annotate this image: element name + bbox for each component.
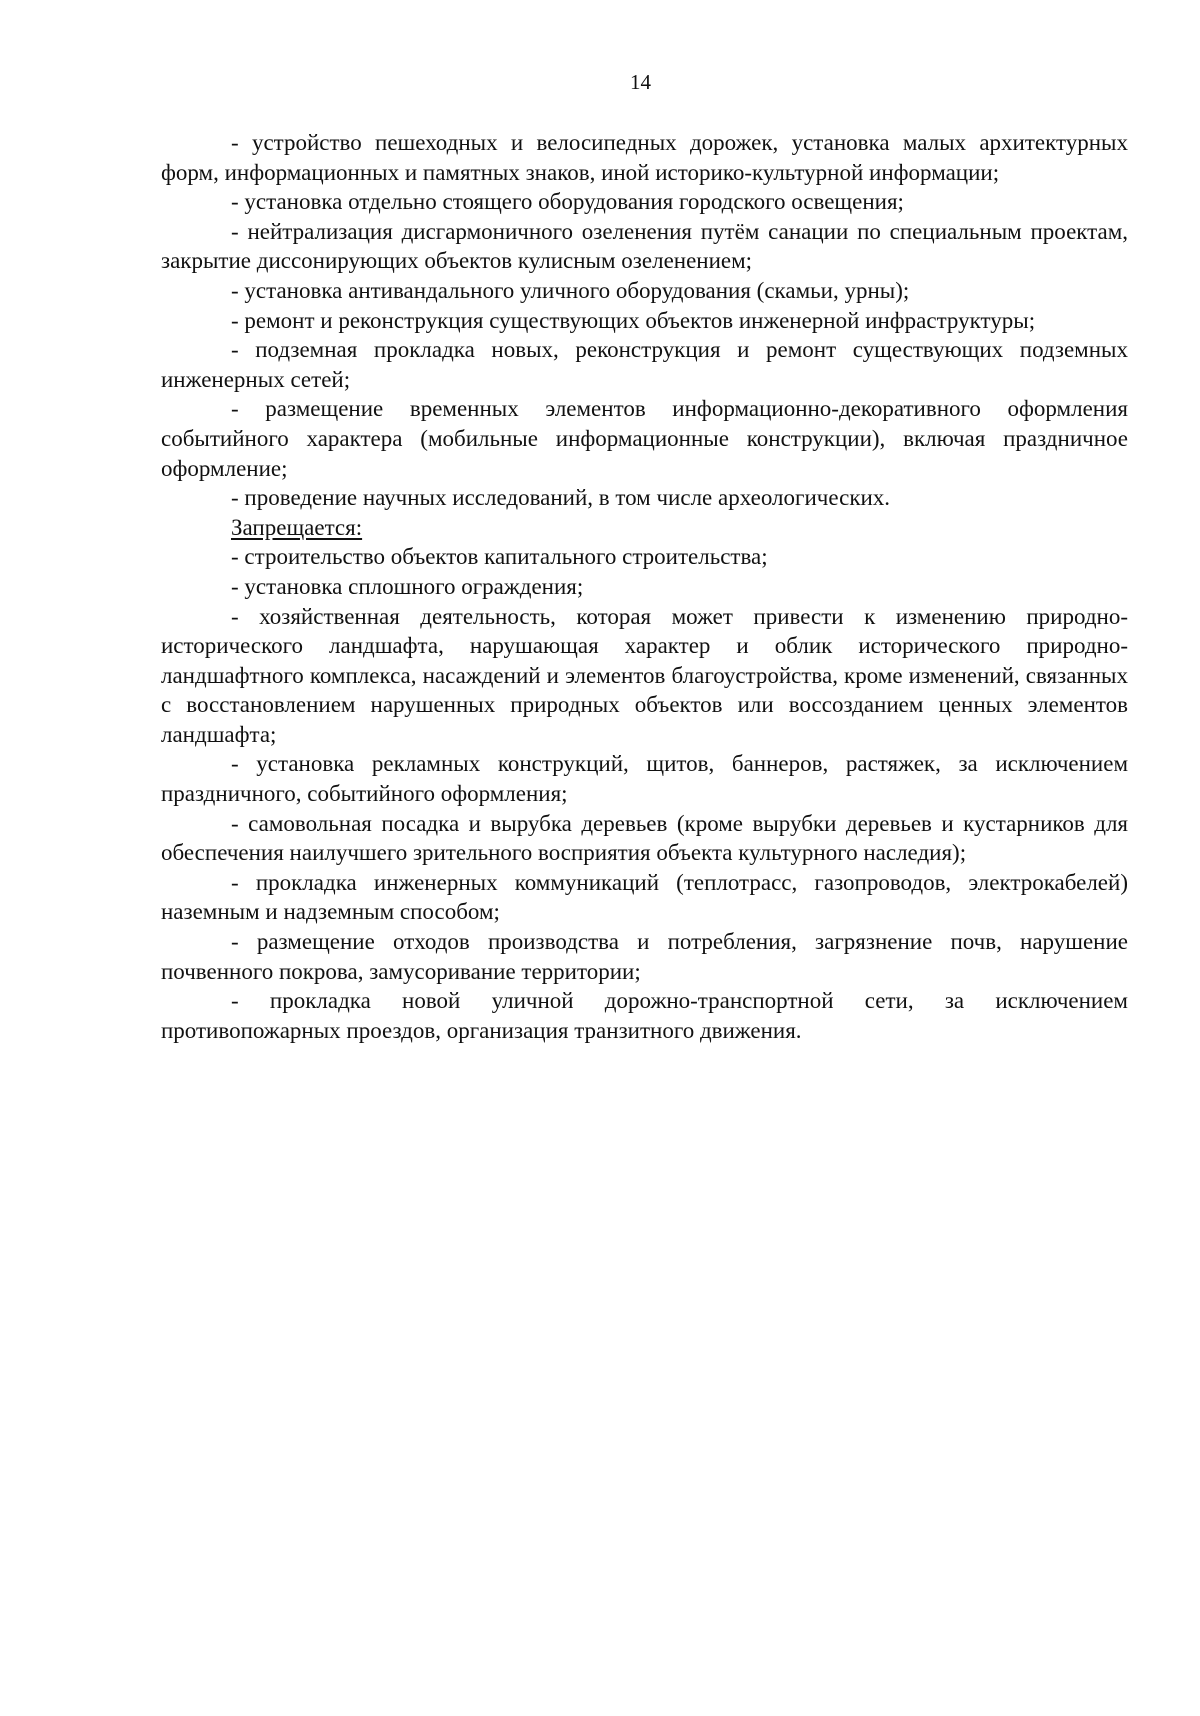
document-body bbox=[161, 128, 1128, 1045]
prohibited-item: - прокладка новой уличной дорожно-транспортной сети, за исключением противопожарных проездов, организация транзитного движения. bbox=[161, 988, 1128, 1043]
prohibited-heading: Запрещается: bbox=[231, 514, 363, 540]
prohibited-item: - хозяйственная деятельность, которая может привести к изменению природно-исторического ландшафта, нарушающая характер и облик исторического природно-ландшафтного комплекса, насаждений и элементов благоустройства, кроме изменений, связанных с восстановлением нарушенных природных объектов или воссозданием ценных элементов ландшафта; bbox=[161, 603, 1128, 747]
page-number: 14 bbox=[630, 70, 651, 94]
prohibited-item: - самовольная посадка и вырубка деревьев (кроме вырубки деревьев и кустарников для обеспечения наилучшего зрительного восприятия объекта культурного наследия); bbox=[161, 810, 1128, 866]
allowed-item: - ремонт и реконструкция существующих объектов инженерной инфраструктуры; bbox=[231, 307, 1036, 333]
allowed-item: - устройство пешеходных и велосипедных дорожек, установка малых архитектурных форм, информационных и памятных знаков, иной историко-культурной информации; bbox=[161, 130, 1128, 185]
allowed-item: - размещение временных элементов информационно-декоративного оформления событийного характера (мобильные информационные конструкции), включая праздничное оформление; bbox=[161, 396, 1128, 481]
allowed-item: - установка отдельно стоящего оборудования городского освещения; bbox=[231, 189, 904, 215]
prohibited-item: - размещение отходов производства и потребления, загрязнение почв, нарушение почвенного покрова, замусоривание территории; bbox=[161, 929, 1128, 984]
prohibited-item: - строительство объектов капитального строительства; bbox=[231, 544, 768, 570]
allowed-item: - нейтрализация дисгармоничного озеленения путём санации по специальным проектам, закрытие диссонирующих объектов кулисным озеленением; bbox=[161, 218, 1128, 274]
prohibited-item: - прокладка инженерных коммуникаций (теплотрасс, газопроводов, электрокабелей) наземным и надземным способом; bbox=[161, 869, 1128, 925]
prohibited-item: - установка рекламных конструкций, щитов, баннеров, растяжек, за исключением праздничного, событийного оформления; bbox=[161, 751, 1128, 807]
prohibited-item: - установка сплошного ограждения; bbox=[231, 573, 584, 599]
allowed-item: - подземная прокладка новых, реконструкция и ремонт существующих подземных инженерных сетей; bbox=[161, 337, 1128, 392]
allowed-item: - установка антивандального уличного оборудования (скамьи, урны); bbox=[231, 277, 910, 303]
allowed-item: - проведение научных исследований, в том числе археологических. bbox=[231, 485, 891, 511]
